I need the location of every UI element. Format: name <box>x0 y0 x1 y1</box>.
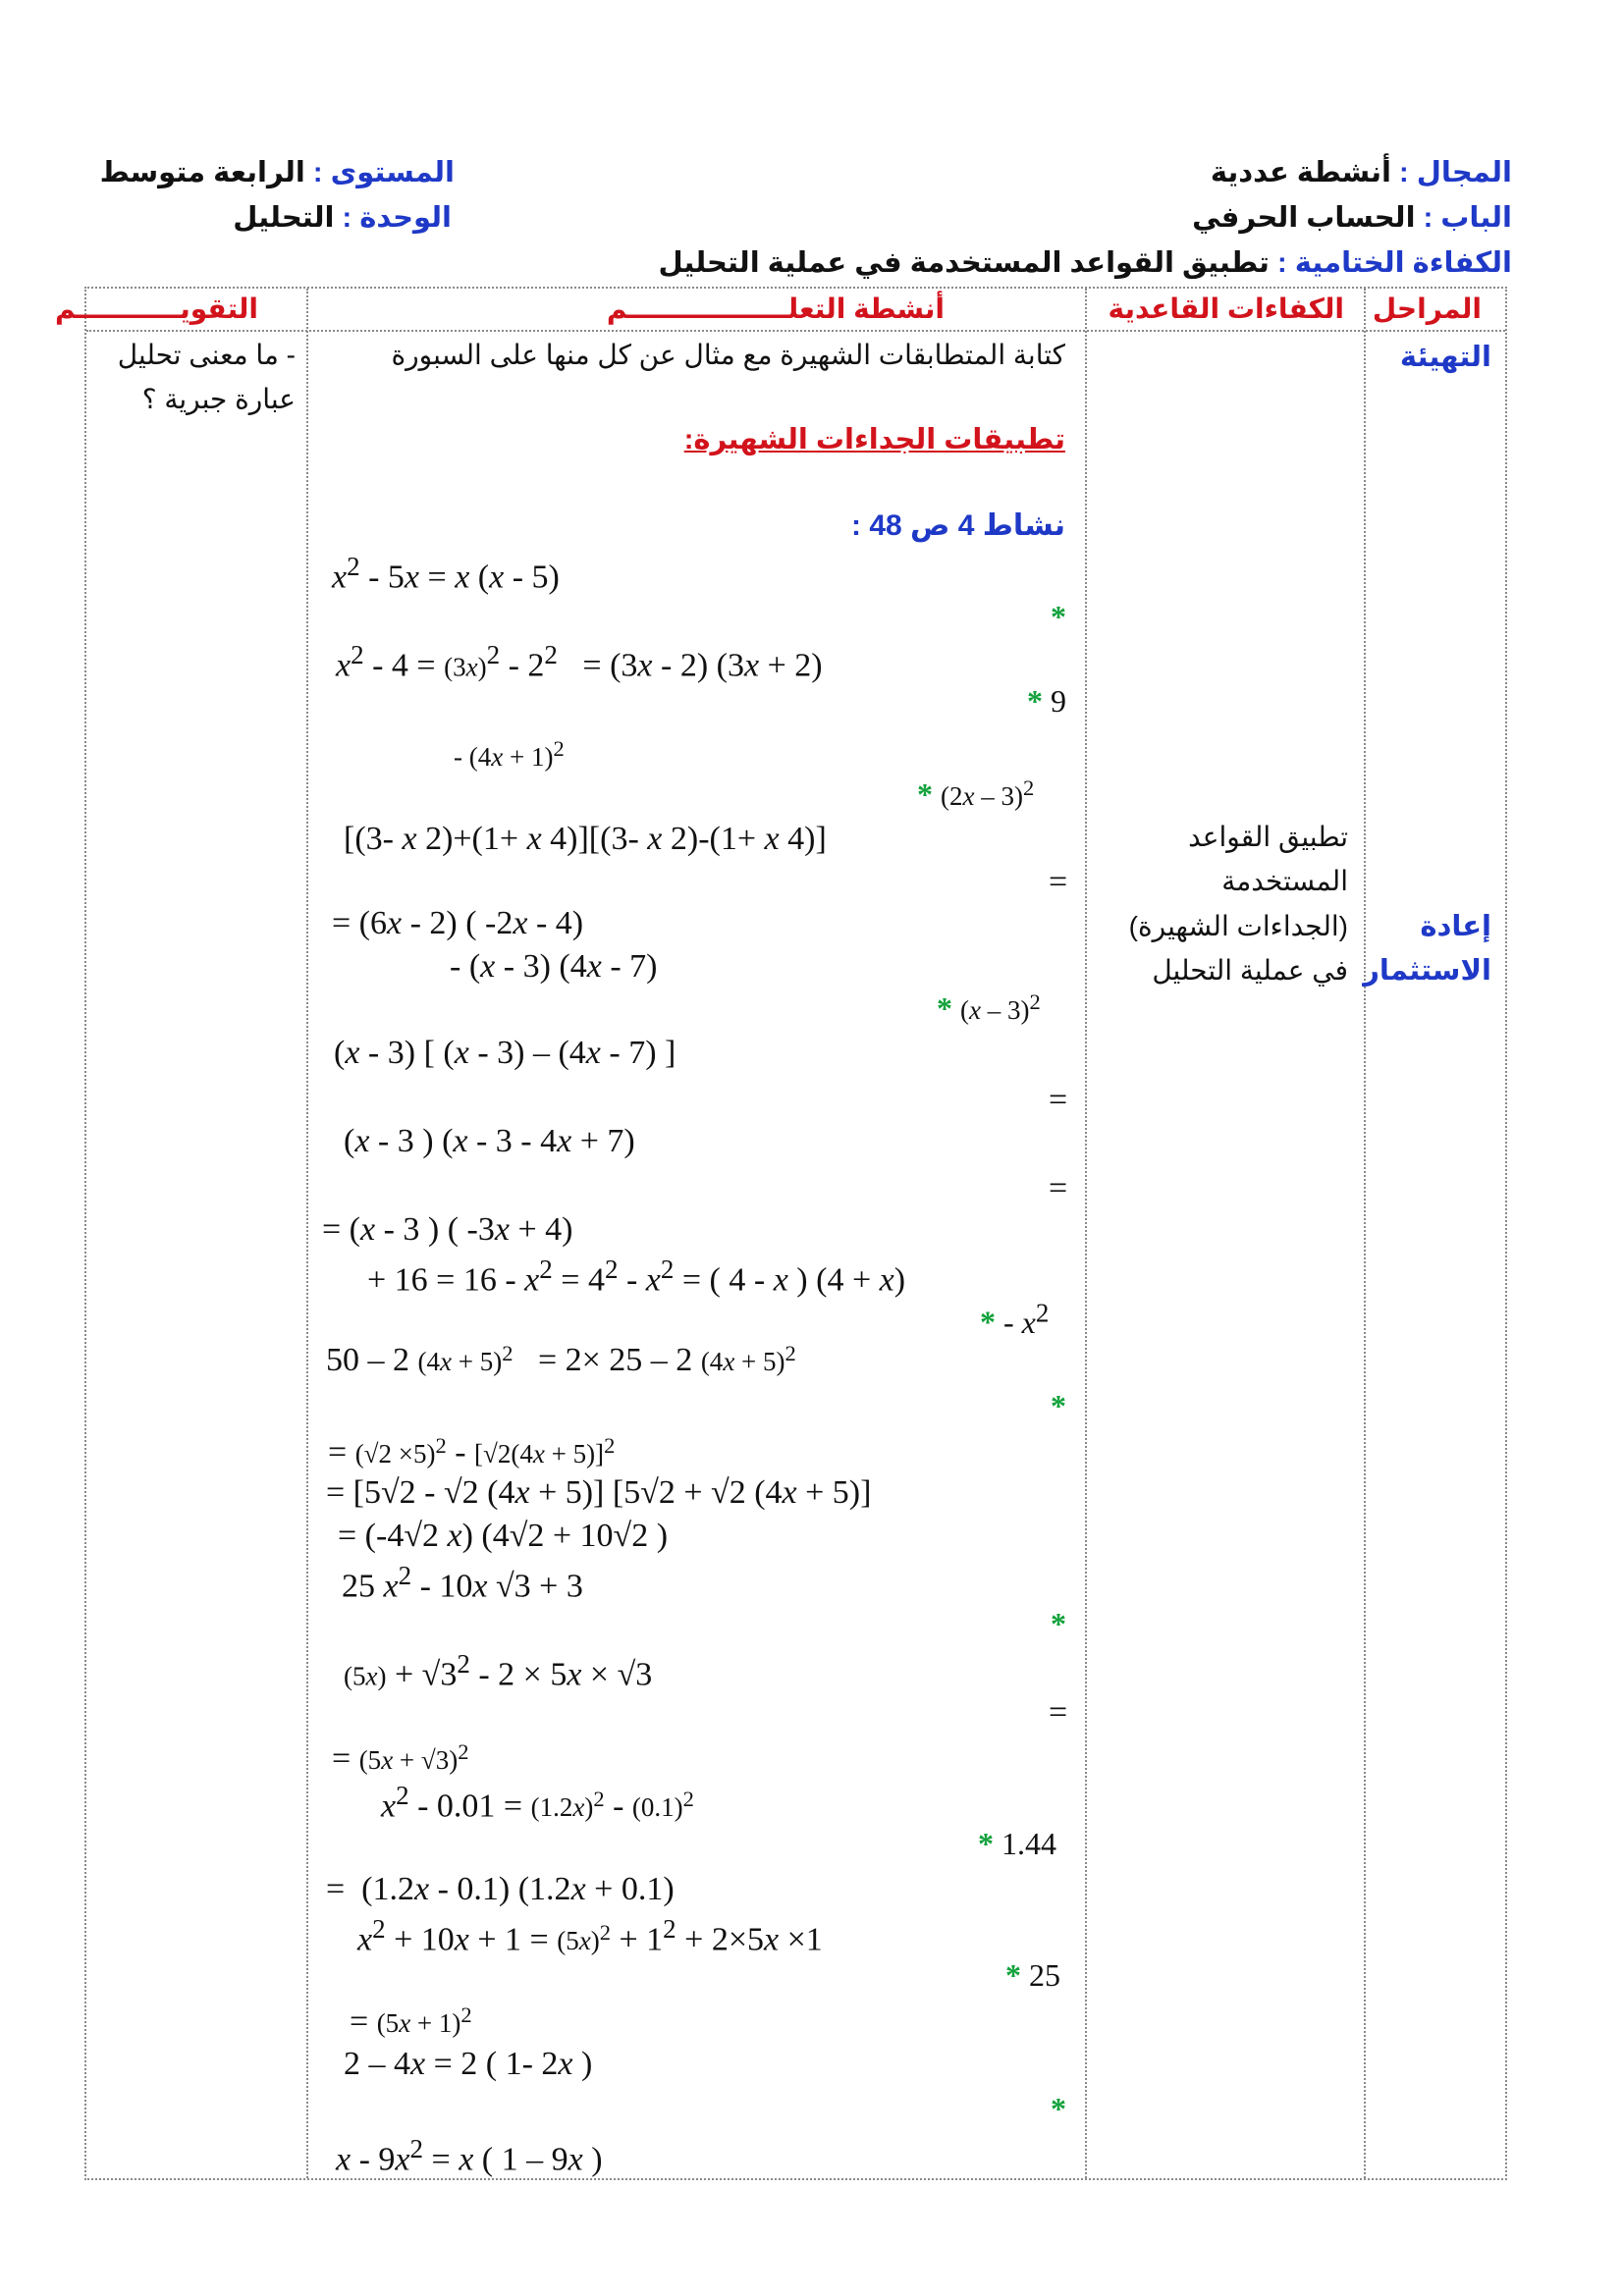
chapter-value: الحساب الحرفي <box>1192 202 1416 234</box>
bullet-star: * 1.44 <box>978 1826 1056 1861</box>
competency-line: المستخدمة <box>1221 866 1348 897</box>
math-line: (x - 3) [ (x - 3) – (4x - 7) ] <box>334 1035 676 1071</box>
level-label: المستوى : <box>312 157 455 188</box>
math-line: 25 $x^2 - 10x$ √3 + 3 <box>342 1561 583 1605</box>
competency-line: (الجداءات الشهيرة) <box>1128 910 1348 941</box>
math-line: $x^2 - 4 = (3x)^2 - 2^2 = (3x - 2) (3x + 2)$ <box>336 640 823 684</box>
bullet-star: * 9 <box>1027 683 1066 719</box>
chapter-line <box>1192 200 1512 235</box>
evaluation-text <box>118 334 296 422</box>
col-divider <box>306 289 308 2178</box>
stage-reinvest-line1: إعادة <box>1420 911 1491 942</box>
activity-label: نشاط 4 ص 48 : <box>851 509 1065 542</box>
equals-sign: = <box>1049 1694 1068 1731</box>
bullet-star: * 25 <box>1005 1957 1060 1993</box>
equals-sign: = <box>1049 1082 1068 1118</box>
math-line: (x - 3 ) (x - 3 - 4x + 7) <box>344 1123 635 1159</box>
math-line: = (1.2x - 0.1) (1.2x + 0.1) <box>326 1871 675 1907</box>
evaluation-line: - ما معنى تحليل <box>117 340 296 370</box>
header-activities: أنشطة التعلـــــــــــــــــم <box>606 294 945 324</box>
math-line: - (x - 3) (4x - 7) <box>450 948 658 985</box>
math-line: = (-4√2 x) (4√2 + 10√2 ) <box>338 1518 669 1554</box>
header-divider <box>86 330 1505 332</box>
stage-reinvest-line2: الاستثمار <box>1363 954 1491 987</box>
intro-text: كتابة المتطابقات الشهيرة مع مثال عن كل منها على السبورة <box>391 340 1065 370</box>
equals-sign: = <box>1049 864 1068 900</box>
unit-line <box>233 200 452 235</box>
competency-text <box>1129 815 1348 992</box>
math-line: = (6x - 2) ( -2x - 4) <box>332 905 584 941</box>
math-line: = $(5x + 1)^2$ <box>350 2002 472 2040</box>
competence-line <box>659 245 1513 280</box>
col-divider <box>1364 289 1366 2178</box>
math-line: $x - 9x^2 = x$ ( 1 – 9x ) <box>336 2134 603 2178</box>
bullet-star: * - $x^2$ <box>980 1298 1050 1340</box>
bullet-star: * (2x – 3)$^2$ <box>917 775 1035 812</box>
math-line: = [5√2 - √2 (4x + 5)] [5√2 + √2 (4x + 5)] <box>326 1474 872 1511</box>
header-base-competencies: الكفاءات القاعدية <box>1108 294 1344 324</box>
bullet-star: * <box>1051 1388 1066 1423</box>
section-title: تطبيقات الجداءات الشهيرة: <box>683 424 1065 455</box>
level-value: الرابعة متوسط <box>99 157 305 188</box>
domain-label: المجال : <box>1399 157 1512 188</box>
equals-sign: = <box>1049 1170 1068 1206</box>
competency-line: تطبيق القواعد <box>1188 822 1348 852</box>
stage-reinvest <box>1363 905 1491 993</box>
evaluation-line: عبارة جبرية ؟ <box>141 383 296 414</box>
lesson-table <box>55 287 1507 2180</box>
domain-value: أنشطة عددية <box>1210 157 1391 188</box>
level-line <box>100 155 455 189</box>
chapter-label: الباب : <box>1423 202 1512 234</box>
header-evaluation: التقويـــــــــــم <box>55 294 258 324</box>
competency-line: في عملية التحليل <box>1152 955 1348 987</box>
domain-line <box>1211 155 1512 189</box>
math-line: - $(4x + 1)^2$ <box>454 736 565 772</box>
math-line: $x^2 - 0.01 = (1.2x)^2 - (0.1)^2$ <box>381 1781 694 1825</box>
unit-value: التحليل <box>233 202 335 234</box>
math-line: = $(5x + √3)^2$ <box>332 1739 469 1777</box>
math-line: 50 – 2 $(4x + 5)^2 = 2\times 25 - 2$ $(4x + 5)^2$ <box>326 1341 796 1378</box>
bullet-star: * <box>1051 2091 1066 2126</box>
bullet-star: * (x – 3)$^2$ <box>937 989 1041 1026</box>
math-line: $x^2 + 10x + 1 = (5x)^2 + 1^2 + 2\times 5x \times 1$ <box>357 1914 823 1958</box>
col-divider <box>1085 289 1087 2178</box>
math-line: $(5x) + √3^2 - 2 \times 5x \times √3$ <box>344 1649 653 1693</box>
unit-label: الوحدة : <box>342 202 452 234</box>
stage-warmup: التهيئة <box>1399 342 1491 373</box>
competence-label: الكفاءة الختامية : <box>1276 247 1512 279</box>
math-line: + $16 = 16 - x^2 = 4^2 - x^2$ = ( 4 - x ) (4 + x) <box>367 1255 906 1299</box>
bullet-star: * <box>1051 599 1066 634</box>
math-line: = $(√2 \times 5)^2 - [√2(4x + 5)]^2$ <box>328 1433 616 1470</box>
math-line: = (x - 3 ) ( -3x + 4) <box>322 1211 573 1248</box>
math-line: [(3- x 2)+(1+ x 4)][(3- x 2)-(1+ x 4)] <box>344 821 827 857</box>
competence-value: تطبيق القواعد المستخدمة في عملية التحليل <box>658 247 1270 279</box>
header-stages: المراحل <box>1372 294 1482 324</box>
math-line: $x^2 - 5x = x$ (x - 5) <box>332 552 560 596</box>
math-line: 2 – 4x = 2 ( 1- 2x ) <box>344 2046 593 2082</box>
bullet-star: * <box>1051 1606 1066 1641</box>
